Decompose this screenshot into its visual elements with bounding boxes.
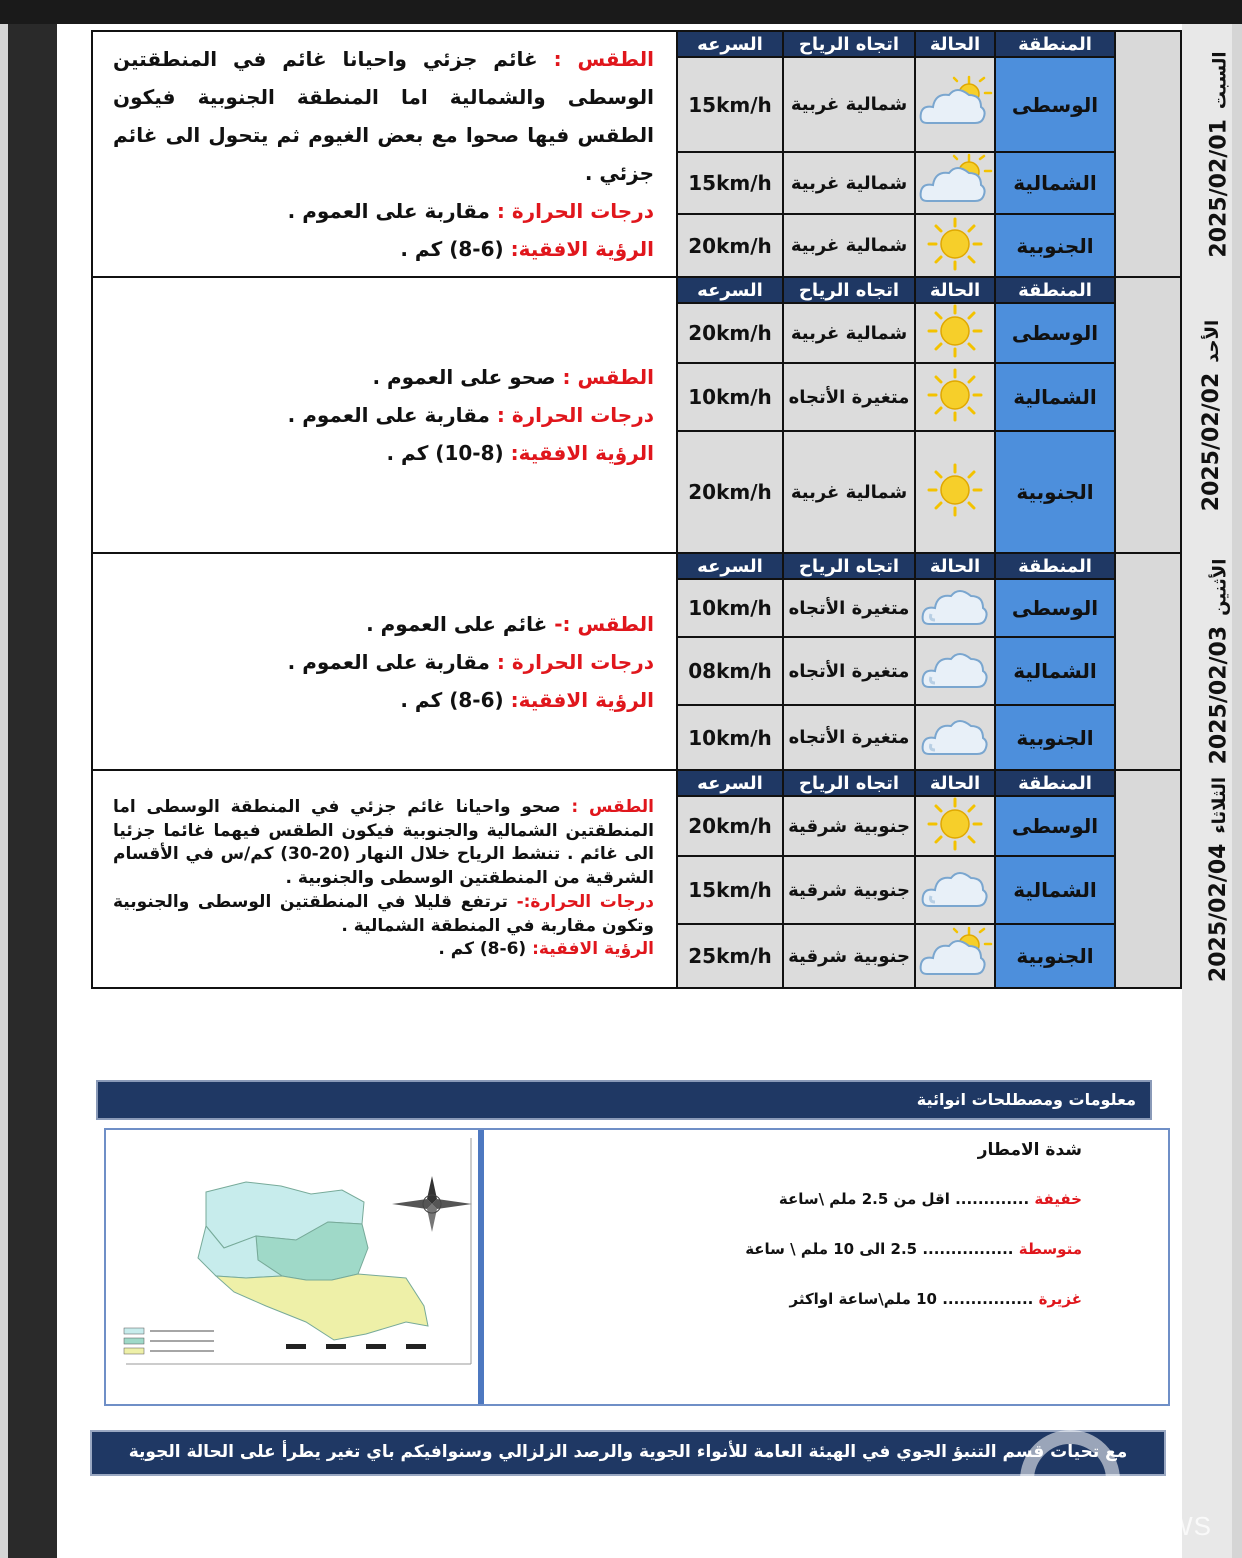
wind-direction: متغيرة الأتجاه: [783, 363, 915, 431]
date: 2025/02/03: [1206, 625, 1232, 765]
visibility-line: الرؤية الافقية: (6-8) كم .: [400, 687, 654, 712]
weather-state: [915, 705, 995, 770]
wind-speed: 20km/h: [677, 214, 783, 277]
column-header-speed: السرعه: [677, 31, 783, 57]
region-name: الوسطى: [995, 796, 1115, 856]
column-header-region: المنطقة: [995, 553, 1115, 579]
column-header-state: الحالة: [915, 770, 995, 796]
weather-line: الطقس :- غائم على العموم .: [366, 611, 654, 636]
day-header-row: [92, 31, 1181, 57]
visibility-line: الرؤية الافقية: (6-8) كم .: [400, 237, 654, 261]
watermark: IQ NEWS: [1130, 1480, 1212, 1541]
wind-direction: جنوبية شرقية: [783, 924, 915, 988]
column-header-speed: السرعه: [677, 553, 783, 579]
day-label: [1115, 277, 1225, 553]
visibility-line: الرؤية الافقية: (6-8) كم .: [438, 939, 654, 960]
temperature-line: درجات الحرارة : مقاربة على العموم .: [287, 649, 654, 674]
weather-state: [915, 924, 995, 988]
temperature-line: درجات الحرارة : مقاربة على العموم .: [287, 199, 654, 223]
temperature-line: درجات الحرارة:- ترتفع قليلا في المنطقتين الوسطى والجنوبية وتكون مقاربة في المنطقة الشمالية .: [113, 891, 654, 936]
temperature-line: درجات الحرارة : مقاربة على العموم .: [287, 403, 654, 427]
weather-state: [915, 579, 995, 637]
sun-icon: [923, 836, 987, 855]
region-name: الجنوبية: [995, 705, 1115, 770]
weather-state: [915, 303, 995, 363]
column-header-wind-dir: اتجاه الرياح: [783, 31, 915, 57]
wind-direction: شمالية غربية: [783, 431, 915, 553]
iraq-regions-map: [106, 1130, 484, 1404]
day-header-row: [92, 770, 1181, 796]
cloud-icon: [919, 899, 991, 918]
sun-icon: [923, 502, 987, 521]
wind-speed: 10km/h: [677, 363, 783, 431]
column-header-region: المنطقة: [995, 277, 1115, 303]
weekday: الأثنين: [1209, 558, 1231, 616]
weather-line: الطقس : صحو على العموم .: [372, 365, 654, 389]
date: 2025/02/04: [1206, 843, 1232, 982]
wind-speed: 08km/h: [677, 637, 783, 705]
day-label: [1115, 31, 1232, 277]
column-header-speed: السرعه: [677, 770, 783, 796]
region-name: الشمالية: [995, 363, 1115, 431]
weather-state: [915, 57, 995, 152]
region-name: الوسطى: [995, 579, 1115, 637]
info-title-bar: [96, 1080, 1152, 1120]
rain-light: خفيفة ............. اقل من 2.5 ملم \ساعة: [778, 1190, 1082, 1208]
sun-icon: [923, 343, 987, 362]
date: 2025/02/02: [1199, 372, 1225, 511]
wind-speed: 20km/h: [677, 796, 783, 856]
weather-description: [92, 770, 677, 988]
wind-direction: جنوبية شرقية: [783, 856, 915, 924]
weather-description: [92, 553, 677, 770]
weather-state: [915, 796, 995, 856]
weekday: السبت: [1209, 50, 1231, 109]
info-box: [104, 1128, 1170, 1406]
cloud-icon: [919, 680, 991, 699]
weather-state: [915, 856, 995, 924]
map-legend: [124, 1328, 214, 1354]
weather-state: [915, 431, 995, 553]
weather-state: [915, 214, 995, 277]
weekday: الأحد: [1202, 319, 1224, 363]
forecast-table: [91, 30, 1232, 989]
wind-direction: شمالية غربية: [783, 57, 915, 152]
region-name: الوسطى: [995, 303, 1115, 363]
partly-cloudy-icon: [917, 967, 993, 986]
top-bar: [0, 0, 1242, 24]
sun-icon: [923, 407, 987, 426]
footer-banner: [90, 1430, 1166, 1476]
day-header-row: [92, 553, 1181, 579]
weather-line: الطقس : صحو واحيانا غائم جزئي في المنطقة الوسطى اما المنطقتين الشمالية والجنوبية فيكون الطقس فيهما غائما جزئيا الى غائم . تنشط الرياح خلال النهار (20-30) كم/س في الأقسام الشرقية من المنطقتين الوسطى والجنوبية .: [113, 796, 655, 889]
day-header-row: [92, 277, 1181, 303]
rain-intensity: [745, 1140, 1082, 1308]
column-header-region: المنطقة: [995, 770, 1115, 796]
compass-icon: [392, 1176, 472, 1232]
wind-direction: شمالية غربية: [783, 152, 915, 214]
cloud-icon: [919, 617, 991, 636]
region-name: الشمالية: [995, 637, 1115, 705]
info-title: معلومات ومصطلحات انوائية: [916, 1090, 1136, 1109]
partly-cloudy-icon: [917, 194, 993, 213]
column-header-wind-dir: اتجاه الرياح: [783, 770, 915, 796]
rain-moderate: متوسطة ................ 2.5 الى 10 ملم \ ساعة: [745, 1240, 1082, 1258]
column-header-state: الحالة: [915, 553, 995, 579]
sun-icon: [923, 256, 987, 275]
region-name: الجنوبية: [995, 924, 1115, 988]
column-header-region: المنطقة: [995, 31, 1115, 57]
weekday: الثلاثاء: [1209, 776, 1231, 834]
rain-title: شدة الامطار: [977, 1140, 1082, 1160]
weather-state: [915, 152, 995, 214]
wind-speed: 25km/h: [677, 924, 783, 988]
cloud-icon: [919, 747, 991, 766]
wind-direction: متغيرة الأتجاه: [783, 579, 915, 637]
wind-speed: 10km/h: [677, 705, 783, 770]
rain-heavy: غزيرة ................ 10 ملم\ساعة اواكثر: [789, 1290, 1082, 1308]
watermark-logo-icon: [1020, 1430, 1120, 1530]
weather-description: [92, 277, 677, 553]
wind-speed: 20km/h: [677, 303, 783, 363]
wind-speed: 10km/h: [677, 579, 783, 637]
region-name: الجنوبية: [995, 431, 1115, 553]
weather-state: [915, 637, 995, 705]
wind-direction: متغيرة الأتجاه: [783, 705, 915, 770]
day-label: [1115, 553, 1232, 770]
south-region: [216, 1274, 428, 1340]
region-name: الشمالية: [995, 152, 1115, 214]
column-header-wind-dir: اتجاه الرياح: [783, 277, 915, 303]
wind-direction: جنوبية شرقية: [783, 796, 915, 856]
partly-cloudy-icon: [917, 116, 993, 135]
wind-speed: 15km/h: [677, 152, 783, 214]
region-name: الوسطى: [995, 57, 1115, 152]
weather-line: الطقس : غائم جزئي واحيانا غائم في المنطقتين الوسطى والشمالية اما المنطقة الجنوبية فيكون الطقس فيها صحوا مع بعض الغيوم ثم يتحول الى غائم جزئي .: [113, 47, 654, 185]
wind-direction: متغيرة الأتجاه: [783, 637, 915, 705]
day-label: [1115, 770, 1232, 988]
footer-text: مع تحيات قسم التنبؤ الجوي في الهيئة العامة للأنواء الجوية والرصد الزلزالي وسنوافيكم باي تغير يطرأ على الحالة الجوية: [128, 1442, 1128, 1462]
wind-direction: شمالية غربية: [783, 303, 915, 363]
map-scale-bar: [286, 1344, 426, 1349]
weather-description: [92, 31, 677, 277]
wind-speed: 20km/h: [677, 431, 783, 553]
column-header-wind-dir: اتجاه الرياح: [783, 553, 915, 579]
weather-state: [915, 363, 995, 431]
date: 2025/02/01: [1206, 118, 1232, 258]
column-header-speed: السرعه: [677, 277, 783, 303]
wind-speed: 15km/h: [677, 856, 783, 924]
left-frame: [8, 24, 57, 1558]
region-name: الشمالية: [995, 856, 1115, 924]
column-header-state: الحالة: [915, 31, 995, 57]
region-name: الجنوبية: [995, 214, 1115, 277]
column-header-state: الحالة: [915, 277, 995, 303]
wind-direction: شمالية غربية: [783, 214, 915, 277]
visibility-line: الرؤية الافقية: (8-10) كم .: [386, 441, 654, 465]
wind-speed: 15km/h: [677, 57, 783, 152]
